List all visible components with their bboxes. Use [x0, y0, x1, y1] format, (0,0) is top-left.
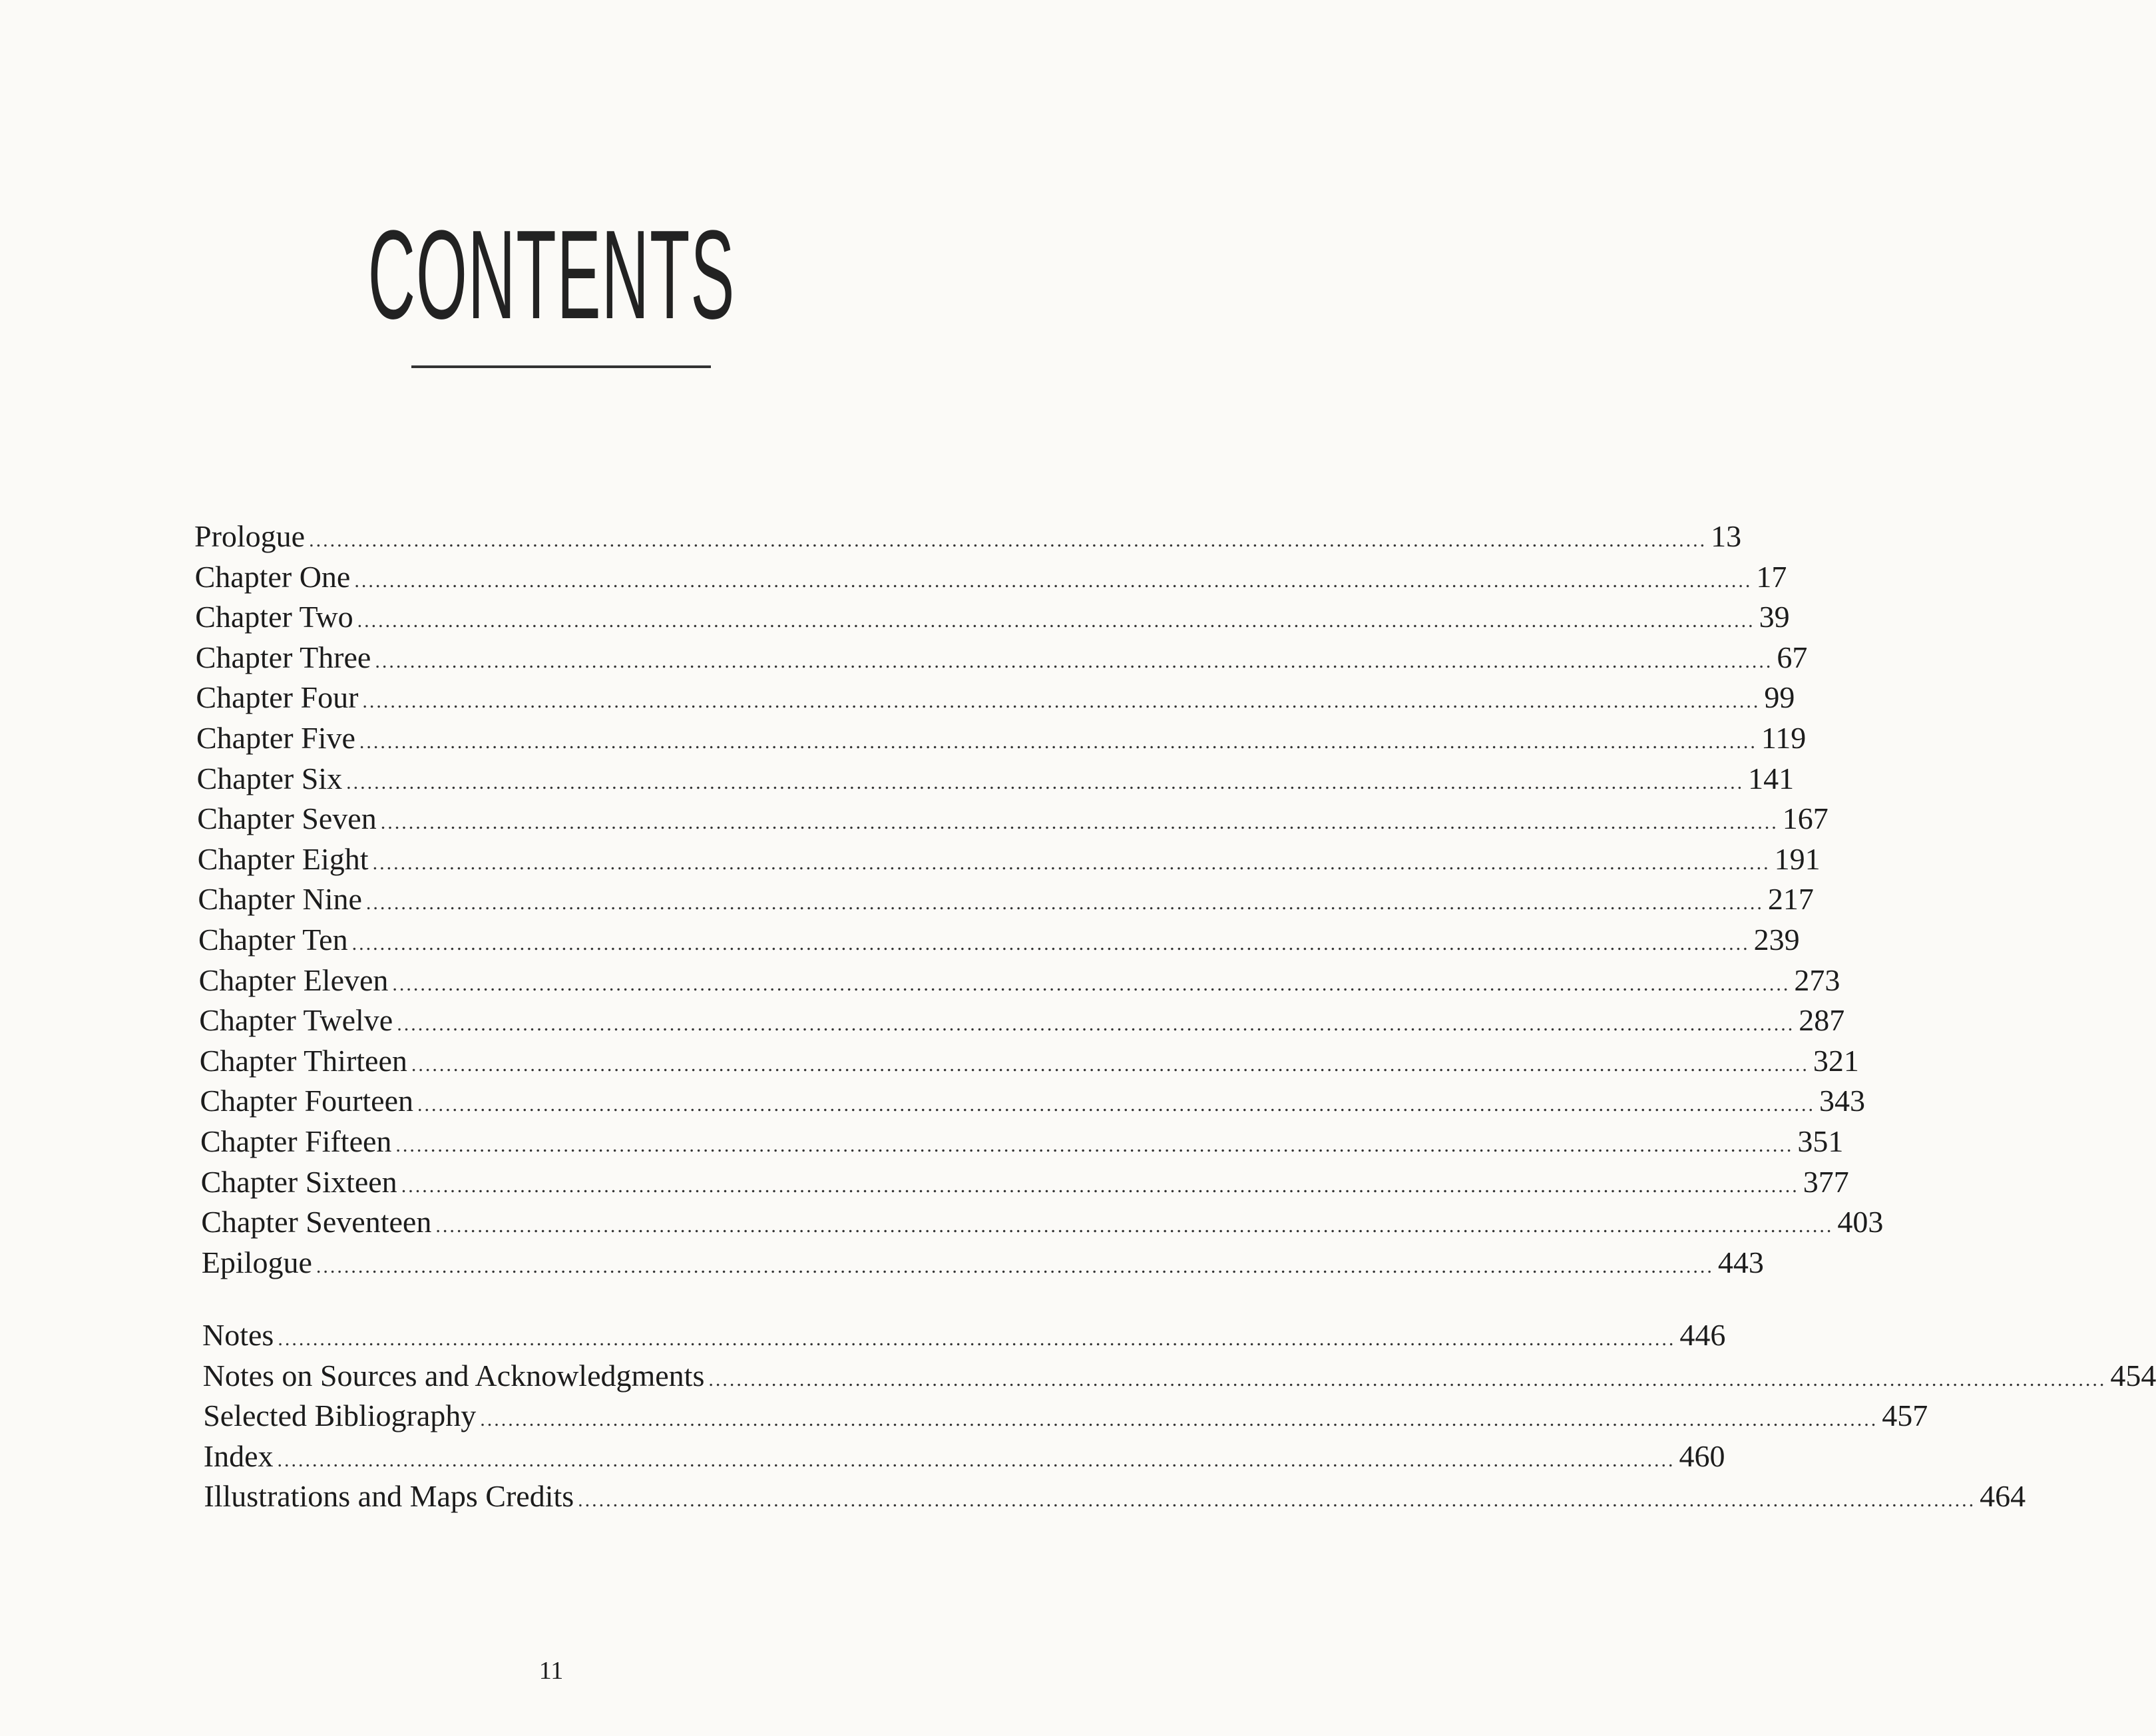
dot-leader: ........................................................................................................................................................................................................ [397, 1013, 1795, 1036]
entry-page-number: 464 [1980, 1479, 2026, 1514]
toc-entry [200, 1082, 1866, 1124]
entry-title: Chapter Ten [198, 923, 348, 957]
back-matter-entry [203, 1397, 1928, 1438]
entry-page-number: 273 [1794, 963, 1840, 997]
entry-page-number: 17 [1756, 559, 1787, 594]
back-matter-entry [203, 1438, 1725, 1479]
entry-title: Notes [202, 1318, 274, 1352]
toc-entry [195, 598, 1790, 640]
dot-leader: ........................................................................................................................................................................................................ [354, 569, 1753, 592]
entry-title: Chapter Two [195, 600, 353, 634]
entry-page-number: 167 [1782, 801, 1829, 836]
entry-title: Notes on Sources and Acknowledgments [202, 1358, 705, 1393]
back-matter-entry [202, 1317, 1726, 1358]
toc-entry [198, 921, 1800, 963]
entry-page-number: 191 [1774, 841, 1821, 876]
dot-leader: ........................................................................................................................................................................................................ [435, 1215, 1834, 1237]
entry-page-number: 351 [1797, 1124, 1844, 1158]
dot-leader: ........................................................................................................................................................................................................ [708, 1368, 2107, 1391]
dot-leader: ........................................................................................................................................................................................................ [392, 973, 1791, 995]
toc-entry [197, 800, 1829, 841]
entry-page-number: 454 [2110, 1358, 2156, 1393]
page-number: 11 [539, 1657, 564, 1685]
toc-entry [201, 1203, 1884, 1245]
entry-title: Chapter Seven [197, 801, 377, 836]
contents-heading-text: CONTENTS [367, 204, 735, 345]
toc-entry [198, 962, 1840, 1003]
dot-leader: ........................................................................................................................................................................................................ [480, 1409, 1878, 1431]
entry-title: Chapter Eleven [198, 963, 389, 997]
dot-leader: ........................................................................................................................................................................................................ [417, 1094, 1816, 1116]
entry-title: Selected Bibliography [203, 1399, 477, 1433]
entry-page-number: 99 [1764, 680, 1795, 715]
toc-entry [199, 1002, 1845, 1043]
toc-entry [200, 1164, 1849, 1205]
entry-page-number: 119 [1761, 721, 1807, 755]
entry-title: Chapter Five [196, 721, 355, 755]
entry-title: Chapter Three [195, 640, 371, 674]
entry-title: Chapter Eight [197, 841, 369, 876]
toc-entry [201, 1244, 1764, 1285]
dot-leader: ........................................................................................................................................................................................................ [278, 1328, 1676, 1350]
dot-leader: ........................................................................................................................................................................................................ [365, 892, 1764, 915]
entry-title: Prologue [194, 519, 306, 553]
entry-title: Chapter Nine [198, 882, 362, 917]
entry-page-number: 343 [1819, 1084, 1866, 1118]
entry-title: Chapter Fourteen [200, 1084, 414, 1118]
dot-leader: ........................................................................................................................................................................................................ [316, 1255, 1714, 1277]
entry-title: Chapter Thirteen [199, 1043, 407, 1078]
dot-leader: ........................................................................................................................................................................................................ [362, 690, 1761, 713]
entry-title: Chapter Fifteen [200, 1124, 392, 1158]
toc-entry [194, 558, 1787, 600]
entry-page-number: 239 [1753, 923, 1800, 957]
dot-leader: ........................................................................................................................................................................................................ [578, 1489, 1976, 1512]
entry-page-number: 67 [1777, 640, 1808, 674]
dot-leader: ........................................................................................................................................................................................................ [309, 529, 1707, 551]
toc-entry [196, 760, 1795, 801]
entry-title: Epilogue [201, 1245, 312, 1279]
toc-entry [199, 1042, 1859, 1084]
entry-title: Index [203, 1438, 274, 1473]
entry-page-number: 403 [1837, 1205, 1884, 1239]
entry-page-number: 13 [1711, 519, 1742, 553]
entry-title: Chapter Six [196, 761, 343, 795]
entry-title: Chapter Seventeen [201, 1205, 432, 1239]
toc-entry [196, 679, 1795, 720]
entry-page-number: 141 [1748, 761, 1795, 795]
toc-entry [197, 841, 1821, 882]
dot-leader: ........................................................................................................................................................................................................ [372, 851, 1771, 874]
back-matter-entry [202, 1357, 2156, 1399]
entry-title: Chapter Four [196, 680, 359, 715]
toc-entry [196, 720, 1807, 761]
dot-leader: ........................................................................................................................................................................................................ [395, 1134, 1794, 1156]
entry-page-number: 457 [1882, 1399, 1928, 1433]
dot-leader: ........................................................................................................................................................................................................ [375, 650, 1773, 672]
back-matter-entry [204, 1478, 2026, 1519]
entry-page-number: 321 [1813, 1043, 1859, 1078]
entry-page-number: 287 [1799, 1003, 1845, 1038]
entry-title: Chapter Twelve [199, 1003, 393, 1038]
toc-entry [200, 1123, 1844, 1164]
entry-page-number: 39 [1759, 600, 1790, 634]
dot-leader: ........................................................................................................................................................................................................ [359, 731, 1757, 753]
entry-title: Chapter Sixteen [200, 1164, 397, 1199]
entry-title: Chapter One [194, 559, 351, 594]
entry-page-number: 377 [1803, 1164, 1849, 1199]
dot-leader: ........................................................................................................................................................................................................ [357, 610, 1755, 632]
entry-page-number: 446 [1679, 1318, 1726, 1352]
dot-leader: ........................................................................................................................................................................................................ [401, 1174, 1799, 1197]
toc-entry [195, 639, 1808, 680]
entry-page-number: 460 [1679, 1438, 1725, 1473]
toc-entry [194, 518, 1742, 559]
dot-leader: ........................................................................................................................................................................................................ [277, 1448, 1675, 1471]
entry-page-number: 443 [1717, 1245, 1764, 1279]
toc-entry [198, 881, 1814, 922]
dot-leader: ........................................................................................................................................................................................................ [351, 933, 1750, 955]
entry-page-number: 217 [1767, 882, 1814, 917]
entry-title: Illustrations and Maps Credits [204, 1479, 574, 1514]
dot-leader: ........................................................................................................................................................................................................ [346, 771, 1745, 793]
dot-leader: ........................................................................................................................................................................................................ [380, 811, 1779, 834]
dot-leader: ........................................................................................................................................................................................................ [411, 1053, 1809, 1076]
